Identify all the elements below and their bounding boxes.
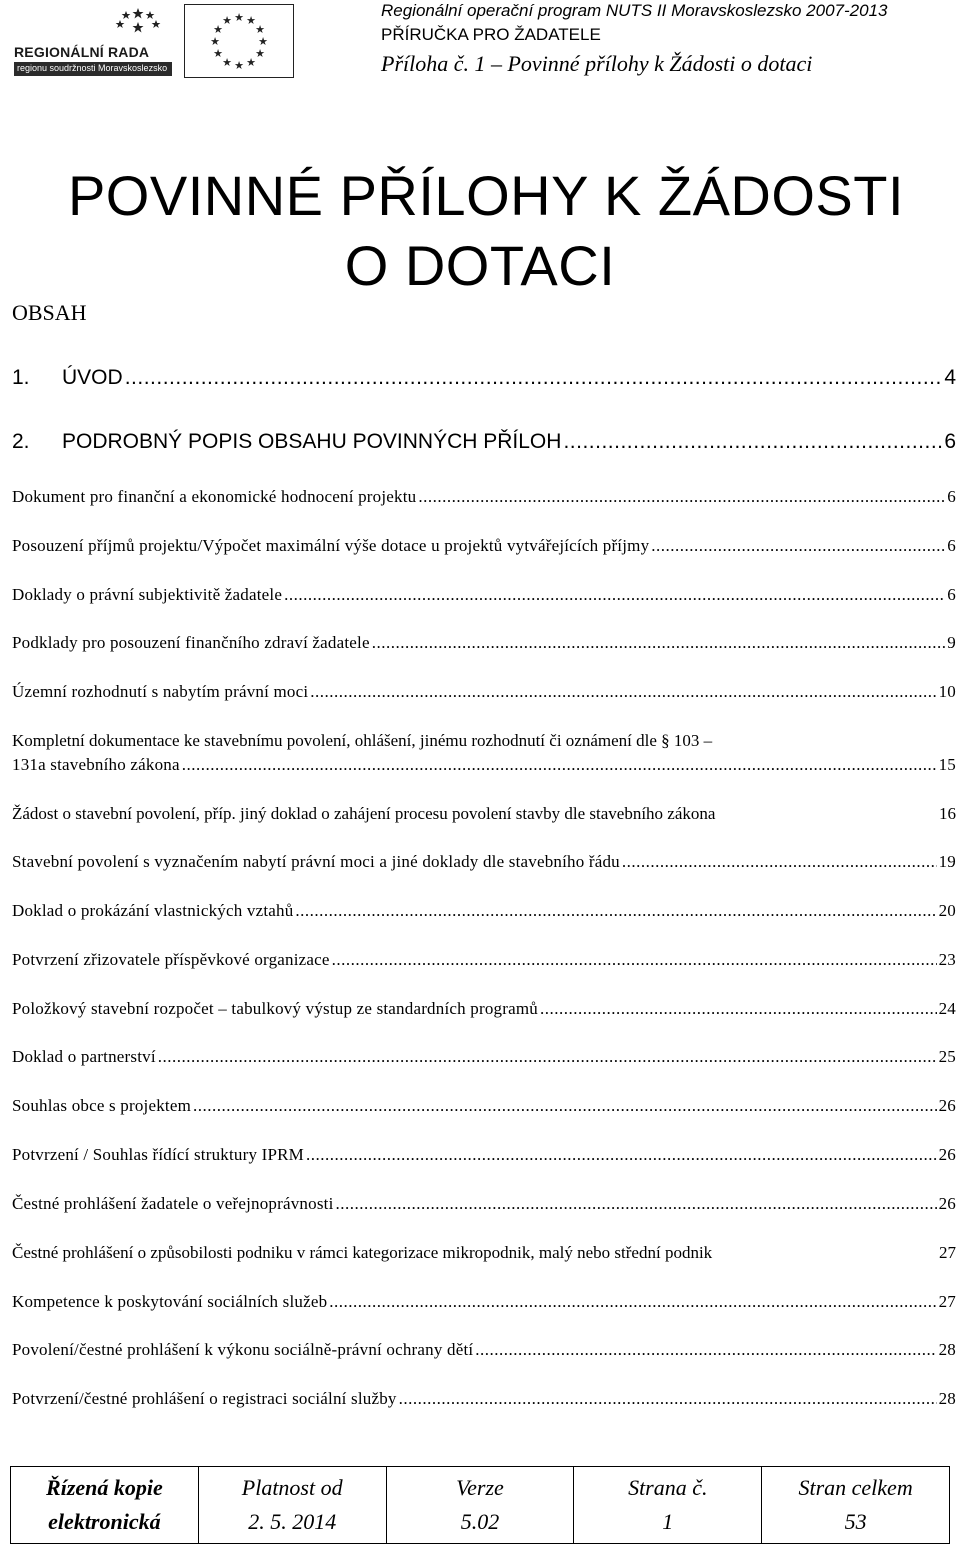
toc-page: 23 bbox=[938, 950, 956, 969]
toc-page: 6 bbox=[947, 487, 956, 506]
footer-validity-value: 2. 5. 2014 bbox=[248, 1509, 337, 1534]
toc-entry-uvod[interactable] bbox=[12, 366, 956, 390]
toc-page: 16 bbox=[939, 804, 956, 823]
logo-title: REGIONÁLNÍ RADA bbox=[14, 44, 150, 60]
document-header bbox=[381, 0, 951, 81]
footer-cell-validity bbox=[198, 1467, 386, 1543]
toc-entry[interactable] bbox=[12, 1047, 956, 1067]
eu-flag-logo bbox=[184, 4, 294, 78]
regionalni-rada-logo bbox=[8, 6, 172, 76]
footer-cell-version bbox=[386, 1467, 574, 1543]
svg-text:★: ★ bbox=[255, 47, 265, 60]
toc-entry[interactable] bbox=[12, 536, 956, 556]
toc-page: 28 bbox=[938, 1389, 956, 1408]
toc-leader bbox=[284, 585, 945, 605]
toc-entry[interactable] bbox=[12, 1145, 956, 1165]
toc-page: 20 bbox=[938, 901, 956, 920]
toc-entry[interactable] bbox=[12, 633, 956, 653]
logo-subtitle: regionu soudržnosti Moravskoslezsko bbox=[17, 63, 168, 73]
svg-text:★: ★ bbox=[246, 56, 256, 69]
toc-label: Posouzení příjmů projektu/Výpočet maximální výše dotace u projektů vytvářejících příjmy bbox=[12, 536, 650, 555]
toc-page: 24 bbox=[938, 999, 956, 1018]
svg-text:★: ★ bbox=[213, 23, 223, 36]
toc-label: Stavební povolení s vyznačením nabytí právní moci a jiné doklady dle stavebního řádu bbox=[12, 852, 620, 871]
toc-label-continuation: 131a stavebního zákona bbox=[12, 755, 180, 774]
toc-leader bbox=[306, 1145, 937, 1165]
toc-label: Souhlas obce s projektem bbox=[12, 1096, 192, 1115]
toc-page: 26 bbox=[938, 1096, 956, 1115]
toc-leader bbox=[182, 755, 937, 775]
footer-table bbox=[10, 1466, 950, 1544]
svg-text:★: ★ bbox=[234, 11, 244, 24]
toc-label: Územní rozhodnutí s nabytím právní moci bbox=[12, 682, 309, 701]
toc-page: 10 bbox=[938, 682, 956, 701]
toc-page: 19 bbox=[938, 852, 956, 871]
toc-entry[interactable] bbox=[12, 999, 956, 1019]
toc-entry[interactable] bbox=[12, 852, 956, 872]
toc-entry-podrobny-popis[interactable] bbox=[12, 430, 956, 454]
toc-leader bbox=[295, 901, 936, 921]
toc-label: Kompetence k poskytování sociálních služeb bbox=[12, 1292, 328, 1311]
toc-leader bbox=[418, 487, 945, 507]
toc-label: ÚVOD bbox=[62, 366, 123, 389]
toc-leader bbox=[372, 633, 946, 653]
svg-text:★: ★ bbox=[213, 47, 223, 60]
footer-version-value: 5.02 bbox=[460, 1509, 500, 1534]
toc-entry[interactable] bbox=[12, 901, 956, 921]
svg-text:★: ★ bbox=[234, 59, 244, 72]
toc-label: Čestné prohlášení žadatele o veřejnoprávnosti bbox=[12, 1194, 334, 1213]
toc-label: Žádost o stavební povolení, příp. jiný doklad o zahájení procesu povolení stavby dle stavebního zákona bbox=[12, 804, 716, 823]
toc-leader bbox=[399, 1389, 937, 1409]
toc-label: Dokument pro finanční a ekonomické hodnocení projektu bbox=[12, 487, 417, 506]
toc-entry[interactable] bbox=[12, 487, 956, 507]
toc-leader bbox=[475, 1340, 936, 1360]
toc-page: 6 bbox=[944, 430, 956, 453]
toc-page: 26 bbox=[938, 1145, 956, 1164]
toc-entry[interactable] bbox=[12, 1194, 956, 1214]
footer-cell-page bbox=[573, 1467, 761, 1543]
toc-page: 26 bbox=[938, 1194, 956, 1213]
toc-leader bbox=[651, 536, 945, 556]
toc-leader bbox=[125, 366, 943, 390]
toc-entry[interactable] bbox=[12, 1340, 956, 1360]
footer-validity-label: Platnost od bbox=[241, 1475, 343, 1500]
footer-page-value: 1 bbox=[662, 1509, 674, 1534]
toc-label: PODROBNÝ POPIS OBSAHU POVINNÝCH PŘÍLOH bbox=[62, 430, 562, 453]
toc-entry[interactable] bbox=[12, 950, 956, 970]
toc-page: 25 bbox=[938, 1047, 956, 1066]
toc-label: Potvrzení / Souhlas řídící struktury IPRM bbox=[12, 1145, 304, 1164]
toc-leader bbox=[336, 1194, 937, 1214]
toc-entry[interactable] bbox=[12, 1096, 956, 1116]
toc-entry[interactable] bbox=[12, 585, 956, 605]
toc-page: 4 bbox=[944, 366, 956, 389]
toc-label: Doklady o právní subjektivitě žadatele bbox=[12, 585, 283, 604]
toc-label: Kompletní dokumentace ke stavebnímu povolení, ohlášení, jinému rozhodnutí či oznámení dle § 103 – bbox=[12, 731, 713, 750]
footer-page-label: Strana č. bbox=[628, 1475, 708, 1500]
toc-entry[interactable] bbox=[12, 804, 956, 824]
toc-label: Potvrzení zřizovatele příspěvkové organizace bbox=[12, 950, 330, 969]
svg-text:★: ★ bbox=[222, 56, 232, 69]
footer-copy-label: Řízená kopie bbox=[46, 1475, 163, 1500]
toc-leader bbox=[193, 1096, 937, 1116]
toc-entry[interactable] bbox=[12, 1389, 956, 1409]
footer-copy-value: elektronická bbox=[48, 1509, 161, 1534]
toc-page: 28 bbox=[938, 1340, 956, 1359]
page-title-line1: POVINNÉ PŘÍLOHY K ŽÁDOSTI bbox=[67, 164, 905, 227]
svg-text:★: ★ bbox=[258, 35, 268, 48]
toc-entry-first-line[interactable] bbox=[12, 731, 956, 751]
toc-page: 27 bbox=[938, 1292, 956, 1311]
toc-label: Položkový stavební rozpočet – tabulkový výstup ze standardních programů bbox=[12, 999, 538, 1018]
contents-heading: OBSAH bbox=[12, 300, 87, 325]
svg-text:★: ★ bbox=[255, 23, 265, 36]
toc-entry[interactable] bbox=[12, 682, 956, 702]
footer-total-label: Stran celkem bbox=[798, 1475, 913, 1500]
toc-leader bbox=[158, 1047, 937, 1067]
toc-page: 9 bbox=[947, 633, 956, 652]
toc-leader bbox=[563, 430, 942, 454]
toc-number: 1. bbox=[12, 366, 30, 389]
toc-page: 15 bbox=[938, 755, 956, 774]
toc-label: Čestné prohlášení o způsobilosti podniku v rámci kategorizace mikropodnik, malý nebo střední podnik bbox=[12, 1243, 713, 1262]
toc-leader bbox=[540, 999, 937, 1019]
toc-page: 6 bbox=[947, 536, 956, 555]
svg-text:★: ★ bbox=[246, 14, 256, 27]
footer-total-value: 53 bbox=[844, 1509, 867, 1534]
svg-text:★: ★ bbox=[222, 14, 232, 27]
toc-label: Podklady pro posouzení finančního zdraví žadatele bbox=[12, 633, 370, 652]
page-title-line2: O DOTACI bbox=[344, 234, 616, 297]
toc-page: 6 bbox=[947, 585, 956, 604]
toc-leader bbox=[329, 1292, 936, 1312]
toc-entry[interactable] bbox=[12, 1243, 956, 1263]
eu-star-circle-icon bbox=[185, 5, 293, 77]
footer-cell-total bbox=[761, 1467, 949, 1543]
toc-entry[interactable] bbox=[12, 755, 956, 775]
eu-stars-icon bbox=[68, 6, 172, 36]
toc-leader bbox=[622, 852, 937, 872]
program-name: Regionální operační program NUTS II Moravskoslezsko 2007-2013 bbox=[381, 1, 888, 20]
toc-leader bbox=[332, 950, 937, 970]
footer-cell-copy bbox=[11, 1467, 198, 1543]
appendix-name: Příloha č. 1 – Povinné přílohy k Žádosti o dotaci bbox=[381, 51, 813, 76]
toc-leader bbox=[310, 682, 936, 702]
toc-entry[interactable] bbox=[12, 1292, 956, 1312]
toc-label: Doklad o prokázání vlastnických vztahů bbox=[12, 901, 294, 920]
toc-number: 2. bbox=[12, 430, 30, 453]
toc-label: Potvrzení/čestné prohlášení o registraci sociální služby bbox=[12, 1389, 397, 1408]
toc-label: Doklad o partnerství bbox=[12, 1047, 156, 1066]
toc-label: Povolení/čestné prohlášení k výkonu sociálně-právní ochrany dětí bbox=[12, 1340, 474, 1359]
svg-text:★: ★ bbox=[210, 35, 220, 48]
toc-page: 27 bbox=[939, 1243, 956, 1262]
footer-version-label: Verze bbox=[456, 1475, 504, 1500]
handbook-name: PŘÍRUČKA PRO ŽADATELE bbox=[381, 25, 601, 44]
